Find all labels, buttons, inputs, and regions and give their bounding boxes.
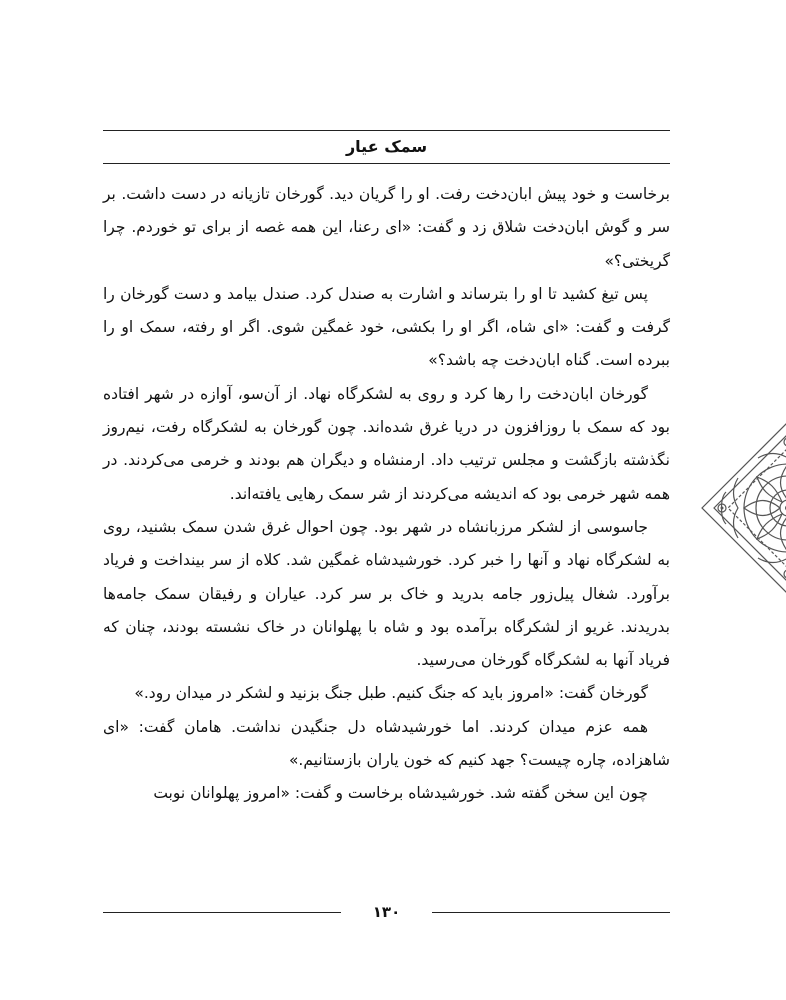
paragraph: همه عزم میدان کردند. اما خورشیدشاه دل جنگیدن نداشت. هامان گفت: «ای شاهزاده، چاره چیست؟ جهد کنیم که خون یاران بازستانیم.» bbox=[103, 717, 670, 770]
paragraph: برخاست و خود پیش ابان‌دخت رفت. او را گریان دید. گورخان تازیانه در دست داشت. بر سر و گوش ابان‌دخت شلاق زد و گفت: «ای رعنا، این همه غصه از برای تو خوردم. چرا گریختی؟» bbox=[103, 185, 670, 270]
footer-rule-right bbox=[432, 912, 670, 913]
header-rule-top bbox=[103, 130, 670, 131]
paragraph: چون این سخن گفته شد. خورشیدشاه برخاست و گفت: «امروز پهلوانان نوبت bbox=[153, 784, 648, 803]
paragraph: پس تیغ کشید تا او را بترساند و اشارت به صندل کرد. صندل بیامد و دست گورخان را گرفت و گفت: «ای شاه، اگر او را بکشی، خود غمگین شوی. اگر او رفته، سمک او را ببرده است. گناه ابان‌دخت چه باشد؟» bbox=[103, 284, 670, 370]
page-number: ۱۳۰ bbox=[372, 903, 401, 921]
paragraph: جاسوسی از لشکر مرزبانشاه در شهر بود. چون احوال غرق شدن سمک بشنید، روی به لشکرگاه نهاد و آنها را خبر کرد. خورشیدشاه غمگین شد. کلاه از سر بینداخت و فریاد برآورد. شغال پیل‌زور جامه بدرید و خاک بر سر کرد. عیاران و رفیقان سمک جامه‌ها بدریدند. غریو از لشکرگاه برآمده بود و شاه با پهلوانان در خاک نشسته بودند، چنان که فریاد آنها به لشکرگاه گورخان می‌رسید. bbox=[103, 517, 670, 670]
arabesque-ornament-icon bbox=[698, 418, 786, 598]
paragraph: گورخان ابان‌دخت را رها کرد و روی به لشکرگاه نهاد. از آن‌سو، آوازه در شهر افتاده بود که سمک با روزافزون در دریا غرق شده‌اند. چون گورخان به لشکرگاه رفت، نیم‌روز نگذشته بازگشت و مجلس ترتیب داد. ارمنشاه و دیگران هم بودند و خرمی می‌کردند. در همه شهر خرمی بود که اندیشه می‌کردند از شر سمک رهایی یافته‌اند. bbox=[103, 384, 670, 503]
running-header-title: سمک عیار bbox=[345, 137, 428, 156]
paragraph: گورخان گفت: «امروز باید که جنگ کنیم. طبل جنگ بزنید و لشکر در میدان رود.» bbox=[134, 684, 648, 703]
page-footer bbox=[103, 900, 670, 924]
body-text bbox=[103, 178, 670, 811]
header-rule-bottom bbox=[103, 163, 670, 164]
footer-rule-left bbox=[103, 912, 341, 913]
